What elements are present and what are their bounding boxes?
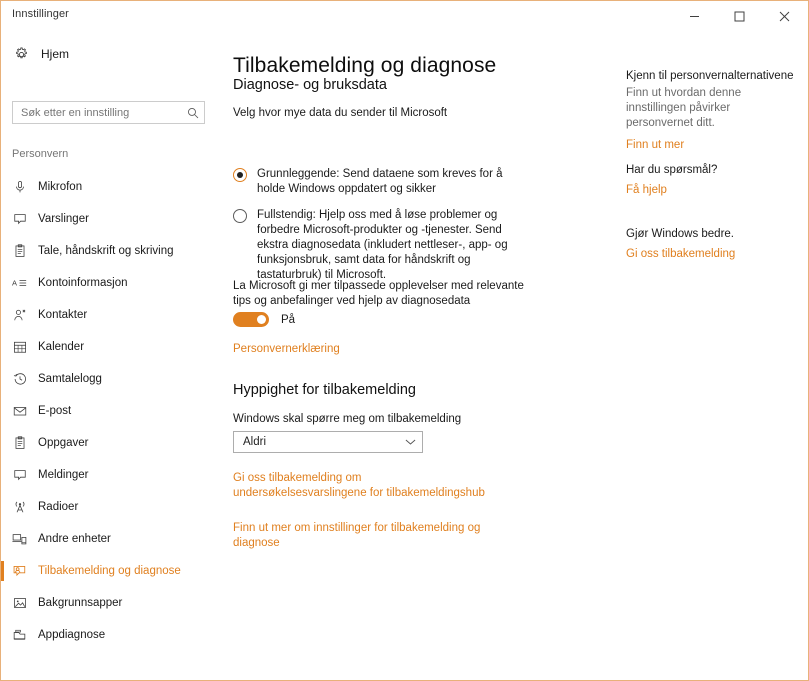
tailored-experiences-description: La Microsoft gi mer tilpassede opplevelser med relevante tips og anbefalinger ved hjelp av diagnosedata <box>233 280 524 307</box>
sidebar-item-kontoinformasjon[interactable] <box>1 267 223 299</box>
search-input[interactable] <box>13 102 182 123</box>
maximize-button[interactable] <box>717 1 762 31</box>
sidebar-item-label: Kalender <box>38 341 85 353</box>
maximize-icon <box>734 11 745 22</box>
sidebar-item-label: Radioer <box>38 501 79 513</box>
notification-icon <box>1 212 38 226</box>
search-icon[interactable] <box>182 107 204 119</box>
mail-icon <box>1 404 38 418</box>
minimize-icon <box>689 11 700 22</box>
info-block-link-learn-more[interactable]: Finn ut mer <box>626 139 685 151</box>
gear-icon <box>1 47 41 62</box>
info-block-privacy-options <box>626 70 798 153</box>
page-title: Tilbakemelding og diagnose <box>233 54 497 78</box>
chevron-down-icon <box>398 438 422 446</box>
sidebar-item-label: E-post <box>38 405 72 417</box>
account-info-icon <box>1 276 38 290</box>
contacts-icon <box>1 308 38 322</box>
info-block-heading: Gjør Windows bedre. <box>626 228 735 240</box>
diagnostics-description: Velg hvor mye data du sender til Microsoft <box>233 107 448 119</box>
right-info-panel <box>621 31 801 680</box>
radio-option-full[interactable] <box>233 208 523 283</box>
sidebar-item-kalender[interactable] <box>1 331 223 363</box>
minimize-button[interactable] <box>672 1 717 31</box>
info-block-link-give-feedback[interactable]: Gi oss tilbakemelding <box>626 248 736 260</box>
sidebar-item-label: Varslinger <box>38 213 89 225</box>
info-block-heading: Kjenn til personvernalternativene <box>626 70 794 82</box>
sidebar-item-mikrofon[interactable] <box>1 171 223 203</box>
sidebar-item-appdiagnose[interactable] <box>1 619 223 651</box>
tailored-experiences-toggle[interactable] <box>233 312 269 327</box>
search-box[interactable] <box>12 101 205 124</box>
sidebar-category-label: Personvern <box>12 148 69 160</box>
sidebar-item-label: Tale, håndskrift og skriving <box>38 245 174 257</box>
sidebar-item-label: Kontoinformasjon <box>38 277 128 289</box>
feedback-frequency-value: Aldri <box>243 436 267 448</box>
sidebar-item-home-label: Hjem <box>41 47 70 61</box>
sidebar <box>1 31 223 680</box>
sidebar-item-label: Kontakter <box>38 309 88 321</box>
privacy-statement-link[interactable]: Personvernerklæring <box>233 343 340 355</box>
radio-mark-icon <box>233 168 247 182</box>
clipboard-icon <box>1 244 38 258</box>
sidebar-item-tale-handskrift-og-skriving[interactable] <box>1 235 223 267</box>
sidebar-item-bakgrunnsapper[interactable] <box>1 587 223 619</box>
sidebar-item-radioer[interactable] <box>1 491 223 523</box>
section-heading-diagnostics: Diagnose- og bruksdata <box>233 77 387 93</box>
messaging-icon <box>1 468 38 482</box>
sidebar-item-andre-enheter[interactable] <box>1 523 223 555</box>
section-heading-frequency: Hyppighet for tilbakemelding <box>233 382 416 398</box>
toggle-state-label: På <box>281 313 296 326</box>
info-block-heading: Har du spørsmål? <box>626 164 718 176</box>
sidebar-item-label: Tilbakemelding og diagnose <box>38 565 181 577</box>
sidebar-item-home[interactable] <box>1 39 223 69</box>
learn-more-link[interactable]: Finn ut mer om innstillinger for tilbakemelding og diagnose <box>233 522 481 549</box>
sidebar-item-e-post[interactable] <box>1 395 223 427</box>
tailored-experiences-toggle-row <box>233 312 295 327</box>
radio-option-label: Grunnleggende: Send dataene som kreves for å holde Windows oppdatert og sikker <box>257 168 503 195</box>
info-block-make-windows-better <box>626 228 798 262</box>
calendar-icon <box>1 340 38 354</box>
sidebar-item-label: Mikrofon <box>38 181 83 193</box>
feedback-icon <box>1 564 38 579</box>
radio-mark-icon <box>233 209 247 223</box>
sidebar-item-oppgaver[interactable] <box>1 427 223 459</box>
microphone-icon <box>1 180 38 194</box>
info-block-questions <box>626 164 798 198</box>
close-button[interactable] <box>762 1 807 31</box>
sidebar-item-kontakter[interactable] <box>1 299 223 331</box>
sidebar-item-label: Appdiagnose <box>38 629 106 641</box>
close-icon <box>779 11 790 22</box>
main-content <box>223 31 613 680</box>
sidebar-item-label: Bakgrunnsapper <box>38 597 123 609</box>
sidebar-nav-list <box>1 171 223 651</box>
sidebar-item-varslinger[interactable] <box>1 203 223 235</box>
sidebar-item-label: Andre enheter <box>38 533 111 545</box>
feedback-frequency-dropdown[interactable] <box>233 431 423 453</box>
background-apps-icon <box>1 596 38 610</box>
sidebar-item-label: Samtalelogg <box>38 373 102 385</box>
sidebar-item-tilbakemelding-og-diagnose[interactable] <box>1 555 223 587</box>
sidebar-item-label: Oppgaver <box>38 437 89 449</box>
svg-text:A: A <box>12 278 18 288</box>
info-block-link-get-help[interactable]: Få hjelp <box>626 184 667 196</box>
tasks-icon <box>1 436 38 450</box>
radio-option-basic[interactable] <box>233 167 523 197</box>
call-history-icon <box>1 372 38 386</box>
radio-option-label: Fullstendig: Hjelp oss med å løse problemer og forbedre Microsoft-produkter og -tjenester. Send ekstra diagnosedata (inkludert nettleser-, app- og funksjonsbruk, samt data for håndskrift og tastaturbruk) til Microsoft. <box>257 209 508 281</box>
sidebar-item-meldinger[interactable] <box>1 459 223 491</box>
radios-icon <box>1 500 38 514</box>
title-bar <box>1 1 808 31</box>
survey-feedback-link[interactable]: Gi oss tilbakemelding om undersøkelsesvarslingene for tilbakemeldingshub <box>233 472 485 499</box>
frequency-description: Windows skal spørre meg om tilbakemelding <box>233 413 462 425</box>
window-title: Innstillinger <box>12 8 69 20</box>
app-diagnostics-icon <box>1 628 38 642</box>
info-block-body: Finn ut hvordan denne innstillingen påvirker personvernet ditt. <box>626 87 742 129</box>
sidebar-item-samtalelogg[interactable] <box>1 363 223 395</box>
sidebar-item-label: Meldinger <box>38 469 89 481</box>
other-devices-icon <box>1 532 38 546</box>
